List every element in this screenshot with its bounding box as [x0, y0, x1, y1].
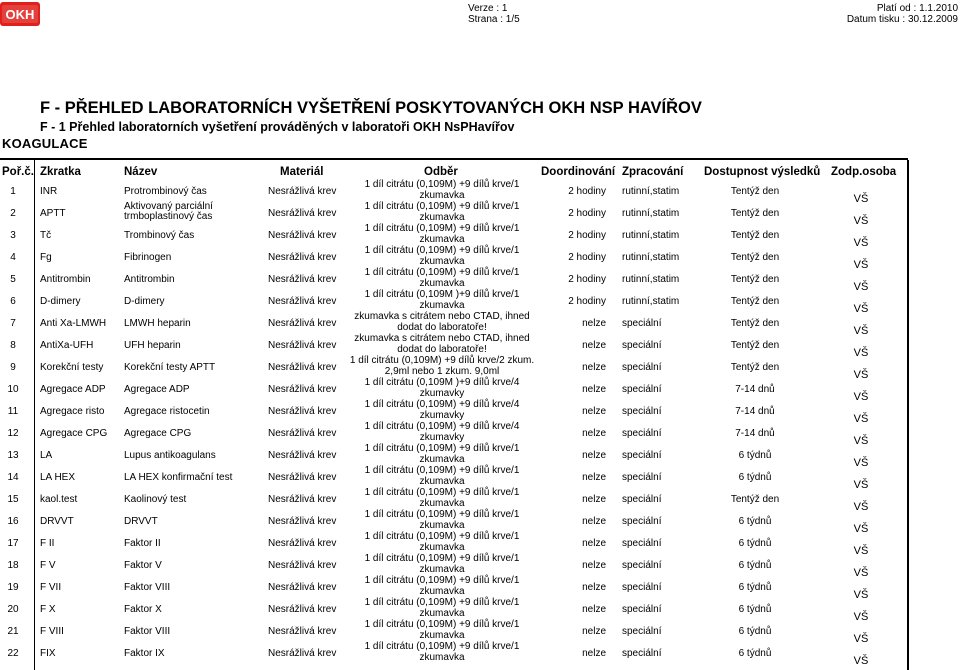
- row-abbreviation: DRVVT: [40, 516, 74, 527]
- row-material: Nesrážlivá krev: [268, 582, 337, 593]
- row-abbreviation: F X: [40, 604, 56, 615]
- table-row: [0, 597, 908, 623]
- row-availability: Tentýž den: [730, 494, 780, 505]
- row-name: Agregace CPG: [124, 428, 192, 439]
- row-responsible: VŠ: [853, 479, 869, 491]
- table-row: [0, 421, 908, 447]
- row-number: 20: [7, 604, 19, 615]
- row-availability: 7-14 dnů: [735, 406, 775, 417]
- row-name: D-dimery: [124, 296, 165, 307]
- col-header-processing: Zpracování: [622, 166, 684, 178]
- table-row: [0, 289, 908, 315]
- row-name: LMWH heparin: [124, 318, 191, 329]
- row-sampling: 1 díl citrátu (0,109M) +9 dílů krve/1 zkumavka: [364, 553, 520, 575]
- row-number: 16: [7, 516, 19, 527]
- row-name: DRVVT: [124, 516, 158, 527]
- table-row: [0, 201, 908, 227]
- row-processing: speciální: [622, 406, 662, 417]
- row-availability: Tentýž den: [730, 296, 780, 307]
- row-availability: 6 týdnů: [738, 516, 772, 527]
- row-processing: speciální: [622, 450, 662, 461]
- row-coordination: 2 hodiny: [568, 186, 606, 197]
- row-sampling: 1 díl citrátu (0,109M) +9 dílů krve/1 zkumavka: [364, 179, 520, 201]
- row-abbreviation: F V: [40, 560, 56, 571]
- row-processing: rutinní,statim: [622, 208, 680, 219]
- section-title: KOAGULACE: [2, 136, 88, 151]
- row-processing: rutinní,statim: [622, 274, 680, 285]
- row-number: 10: [7, 384, 19, 395]
- row-responsible: VŠ: [853, 589, 869, 601]
- row-material: Nesrážlivá krev: [268, 626, 337, 637]
- row-abbreviation: Fg: [40, 252, 52, 263]
- row-number: 21: [7, 626, 19, 637]
- row-material: Nesrážlivá krev: [268, 604, 337, 615]
- row-responsible: VŠ: [853, 347, 869, 359]
- row-availability: Tentýž den: [730, 318, 780, 329]
- row-abbreviation: F VII: [40, 582, 62, 593]
- row-processing: speciální: [622, 340, 662, 351]
- row-abbreviation: AntiXa-UFH: [40, 340, 94, 351]
- valid-from-label: Platí od : 1.1.2010: [876, 3, 958, 14]
- row-availability: Tentýž den: [730, 274, 780, 285]
- row-responsible: VŠ: [853, 435, 869, 447]
- table-row: [0, 465, 908, 491]
- row-availability: 6 týdnů: [738, 582, 772, 593]
- row-name: Faktor IX: [124, 648, 165, 659]
- row-name: Trombinový čas: [124, 230, 195, 241]
- row-material: Nesrážlivá krev: [268, 384, 337, 395]
- row-name: Faktor VIII: [124, 626, 171, 637]
- table-row: [0, 179, 908, 205]
- row-number: 6: [10, 296, 16, 307]
- row-responsible: VŠ: [853, 523, 869, 535]
- row-availability: 6 týdnů: [738, 472, 772, 483]
- row-name: Korekční testy APTT: [124, 362, 216, 373]
- row-abbreviation: Agregace ADP: [40, 384, 106, 395]
- row-number: 8: [10, 340, 16, 351]
- row-sampling: 1 díl citrátu (0,109M) +9 dílů krve/1 zkumavka: [364, 223, 520, 245]
- row-sampling: 1 díl citrátu (0,109M )+9 dílů krve/4 zkumavky: [364, 377, 520, 399]
- row-coordination: nelze: [582, 582, 606, 593]
- table-row: [0, 575, 908, 601]
- row-abbreviation: F II: [40, 538, 55, 549]
- row-processing: speciální: [622, 538, 662, 549]
- row-abbreviation: Agregace risto: [40, 406, 105, 417]
- row-material: Nesrážlivá krev: [268, 472, 337, 483]
- table-row: [0, 355, 908, 381]
- row-processing: rutinní,statim: [622, 252, 680, 263]
- row-abbreviation: D-dimery: [40, 296, 81, 307]
- row-coordination: nelze: [582, 604, 606, 615]
- page-subtitle: F - 1 Přehled laboratorních vyšetření prováděných v laboratoři OKH NsPHavířov: [40, 120, 515, 134]
- row-sampling: 1 díl citrátu (0,109M) +9 dílů krve/1 zkumavka: [364, 619, 520, 641]
- row-coordination: nelze: [582, 384, 606, 395]
- row-abbreviation: INR: [40, 186, 58, 197]
- row-sampling: 1 díl citrátu (0,109M) +9 dílů krve/1 zkumavka: [364, 245, 520, 267]
- row-sampling: 1 díl citrátu (0,109M) +9 dílů krve/1 zkumavka: [364, 465, 520, 487]
- row-processing: speciální: [622, 318, 662, 329]
- row-sampling: 1 díl citrátu (0,109M) +9 dílů krve/1 zkumavka: [364, 267, 520, 289]
- row-name: Faktor VIII: [124, 582, 171, 593]
- row-number: 2: [10, 208, 16, 219]
- row-material: Nesrážlivá krev: [268, 516, 337, 527]
- version-label: Verze : 1: [468, 3, 508, 14]
- row-responsible: VŠ: [853, 281, 869, 293]
- row-name: Fibrinogen: [124, 252, 172, 263]
- row-coordination: nelze: [582, 428, 606, 439]
- row-sampling: 1 díl citrátu (0,109M) +9 dílů krve/1 zkumavka: [364, 201, 520, 223]
- row-material: Nesrážlivá krev: [268, 560, 337, 571]
- row-sampling: 1 díl citrátu (0,109M) +9 dílů krve/1 zkumavka: [364, 487, 520, 509]
- table-row: [0, 509, 908, 535]
- row-abbreviation: F VIII: [40, 626, 64, 637]
- row-sampling: 1 díl citrátu (0,109M) +9 dílů krve/4 zkumavky: [364, 399, 520, 421]
- col-header-sampling: Odběr: [424, 166, 458, 178]
- row-name: Faktor X: [124, 604, 162, 615]
- row-coordination: nelze: [582, 406, 606, 417]
- row-material: Nesrážlivá krev: [268, 340, 337, 351]
- row-coordination: 2 hodiny: [568, 274, 606, 285]
- row-responsible: VŠ: [853, 369, 869, 381]
- row-responsible: VŠ: [853, 325, 869, 337]
- row-responsible: VŠ: [853, 545, 869, 557]
- row-coordination: nelze: [582, 362, 606, 373]
- table-row: [0, 487, 908, 513]
- header-meta-right: [847, 3, 958, 25]
- row-sampling: 1 díl citrátu (0,109M) +9 dílů krve/1 zkumavka: [364, 575, 520, 597]
- row-coordination: nelze: [582, 494, 606, 505]
- row-number: 18: [7, 560, 19, 571]
- row-sampling: 1 díl citrátu (0,109M) +9 dílů krve/1 zkumavka: [364, 597, 520, 619]
- row-responsible: VŠ: [853, 193, 869, 205]
- row-abbreviation: LA: [40, 450, 53, 461]
- row-responsible: VŠ: [853, 215, 869, 227]
- row-sampling: 1 díl citrátu (0,109M) +9 dílů krve/1 zkumavka: [364, 443, 520, 465]
- row-name: Kaolinový test: [124, 494, 187, 505]
- row-sampling: zkumavka s citrátem nebo CTAD, ihned dodat do laboratoře!: [354, 333, 530, 355]
- header-meta-left: [468, 3, 520, 25]
- row-availability: 6 týdnů: [738, 450, 772, 461]
- row-number: 13: [7, 450, 19, 461]
- row-sampling: 1 díl citrátu (0,109M) +9 dílů krve/2 zkum. 2,9ml nebo 1 zkum. 9,0ml: [349, 355, 535, 377]
- table-row: [0, 311, 908, 337]
- row-availability: Tentýž den: [730, 340, 780, 351]
- row-abbreviation: Agregace CPG: [40, 428, 108, 439]
- table-row: [0, 399, 908, 425]
- row-number: 15: [7, 494, 19, 505]
- row-availability: Tentýž den: [730, 252, 780, 263]
- col-header-coordination: Doordinování: [541, 166, 616, 178]
- row-coordination: 2 hodiny: [568, 252, 606, 263]
- row-material: Nesrážlivá krev: [268, 208, 337, 219]
- row-coordination: nelze: [582, 538, 606, 549]
- row-responsible: VŠ: [853, 567, 869, 579]
- row-name: UFH heparin: [124, 340, 181, 351]
- table-row: [0, 333, 908, 359]
- row-coordination: nelze: [582, 560, 606, 571]
- col-header-abbreviation: Zkratka: [40, 166, 81, 178]
- row-material: Nesrážlivá krev: [268, 648, 337, 659]
- row-number: 9: [10, 362, 16, 373]
- row-sampling: 1 díl citrátu (0,109M) +9 dílů krve/1 zkumavka: [364, 641, 520, 663]
- row-coordination: nelze: [582, 450, 606, 461]
- row-number: 5: [10, 274, 16, 285]
- row-coordination: 2 hodiny: [568, 230, 606, 241]
- row-availability: 6 týdnů: [738, 538, 772, 549]
- row-abbreviation: kaol.test: [40, 494, 78, 505]
- row-number: 1: [10, 186, 16, 197]
- row-name: Lupus antikoagulans: [124, 450, 216, 461]
- row-number: 22: [7, 648, 19, 659]
- row-number: 17: [7, 538, 19, 549]
- row-processing: speciální: [622, 648, 662, 659]
- okh-logo: [0, 2, 40, 26]
- row-name: Agregace ristocetin: [124, 406, 210, 417]
- row-sampling: 1 díl citrátu (0,109M )+9 dílů krve/1 zkumavka: [364, 289, 520, 311]
- row-availability: 6 týdnů: [738, 560, 772, 571]
- row-name: Agregace ADP: [124, 384, 190, 395]
- row-availability: Tentýž den: [730, 362, 780, 373]
- row-name: Faktor V: [124, 560, 162, 571]
- table-row: [0, 641, 908, 667]
- row-name: Aktivovaný parciální trmboplastinový čas: [124, 201, 213, 222]
- row-processing: speciální: [622, 560, 662, 571]
- row-processing: speciální: [622, 472, 662, 483]
- row-processing: rutinní,statim: [622, 230, 680, 241]
- row-responsible: VŠ: [853, 501, 869, 513]
- row-abbreviation: APTT: [40, 208, 66, 219]
- row-coordination: nelze: [582, 648, 606, 659]
- row-responsible: VŠ: [853, 633, 869, 645]
- row-coordination: nelze: [582, 626, 606, 637]
- row-responsible: VŠ: [853, 303, 869, 315]
- row-coordination: nelze: [582, 318, 606, 329]
- row-availability: 6 týdnů: [738, 604, 772, 615]
- row-material: Nesrážlivá krev: [268, 186, 337, 197]
- row-processing: speciální: [622, 604, 662, 615]
- row-responsible: VŠ: [853, 611, 869, 623]
- row-coordination: nelze: [582, 516, 606, 527]
- table-row: [0, 553, 908, 579]
- row-coordination: nelze: [582, 472, 606, 483]
- page-title: F - PŘEHLED LABORATORNÍCH VYŠETŘENÍ POSKYTOVANÝCH OKH NSP HAVÍŘOV: [40, 99, 702, 117]
- row-coordination: nelze: [582, 340, 606, 351]
- col-header-responsible: Zodp.osoba: [831, 166, 897, 178]
- row-processing: speciální: [622, 582, 662, 593]
- row-name: LA HEX konfirmační test: [124, 472, 233, 483]
- row-number: 12: [7, 428, 19, 439]
- row-responsible: VŠ: [853, 413, 869, 425]
- row-material: Nesrážlivá krev: [268, 230, 337, 241]
- row-responsible: VŠ: [853, 457, 869, 469]
- table-row: [0, 531, 908, 557]
- row-number: 11: [7, 406, 19, 417]
- col-header-number: Poř.č.: [2, 166, 34, 178]
- row-processing: speciální: [622, 626, 662, 637]
- row-processing: speciální: [622, 428, 662, 439]
- row-availability: 6 týdnů: [738, 626, 772, 637]
- row-material: Nesrážlivá krev: [268, 428, 337, 439]
- row-responsible: VŠ: [853, 259, 869, 271]
- row-processing: rutinní,statim: [622, 186, 680, 197]
- row-responsible: VŠ: [853, 237, 869, 249]
- row-material: Nesrážlivá krev: [268, 450, 337, 461]
- row-material: Nesrážlivá krev: [268, 296, 337, 307]
- row-processing: speciální: [622, 494, 662, 505]
- row-availability: Tentýž den: [730, 208, 780, 219]
- col-header-availability: Dostupnost výsledků: [704, 166, 821, 178]
- table-row: [0, 619, 908, 645]
- row-number: 19: [7, 582, 19, 593]
- row-sampling: zkumavka s citrátem nebo CTAD, ihned dodat do laboratoře!: [354, 311, 530, 333]
- table-row: [0, 377, 908, 403]
- row-material: Nesrážlivá krev: [268, 538, 337, 549]
- row-material: Nesrážlivá krev: [268, 318, 337, 329]
- row-name: Antitrombin: [124, 274, 175, 285]
- row-processing: speciální: [622, 362, 662, 373]
- row-availability: 7-14 dnů: [735, 428, 775, 439]
- row-number: 7: [10, 318, 16, 329]
- row-material: Nesrážlivá krev: [268, 274, 337, 285]
- row-sampling: 1 díl citrátu (0,109M) +9 dílů krve/4 zkumavky: [364, 421, 520, 443]
- row-number: 3: [10, 230, 16, 241]
- row-coordination: 2 hodiny: [568, 208, 606, 219]
- row-sampling: 1 díl citrátu (0,109M) +9 dílů krve/1 zkumavka: [364, 531, 520, 553]
- row-name: Protrombinový čas: [124, 186, 207, 197]
- row-responsible: VŠ: [853, 391, 869, 403]
- page-label: Strana : 1/5: [468, 14, 520, 25]
- col-header-name: Název: [124, 166, 158, 178]
- row-number: 14: [7, 472, 19, 483]
- row-abbreviation: Antitrombin: [40, 274, 91, 285]
- row-processing: speciální: [622, 384, 662, 395]
- row-availability: 7-14 dnů: [735, 384, 775, 395]
- logo-text: OKH: [5, 7, 35, 22]
- row-abbreviation: FIX: [40, 648, 56, 659]
- col-header-material: Materiál: [280, 166, 324, 178]
- row-availability: 6 týdnů: [738, 648, 772, 659]
- row-responsible: VŠ: [853, 655, 869, 667]
- row-availability: Tentýž den: [730, 230, 780, 241]
- row-sampling: 1 díl citrátu (0,109M) +9 dílů krve/1 zkumavka: [364, 509, 520, 531]
- row-material: Nesrážlivá krev: [268, 252, 337, 263]
- row-abbreviation: Anti Xa-LMWH: [40, 318, 107, 329]
- row-processing: rutinní,statim: [622, 296, 680, 307]
- row-abbreviation: Tč: [40, 230, 52, 241]
- row-abbreviation: Korekční testy: [40, 362, 104, 373]
- table-row: [0, 245, 908, 271]
- table-row: [0, 223, 908, 249]
- row-number: 4: [10, 252, 16, 263]
- row-processing: speciální: [622, 516, 662, 527]
- row-material: Nesrážlivá krev: [268, 362, 337, 373]
- row-name: Faktor II: [124, 538, 161, 549]
- table-row: [0, 267, 908, 293]
- print-date-label: Datum tisku : 30.12.2009: [846, 14, 958, 25]
- table-row: [0, 443, 908, 469]
- row-material: Nesrážlivá krev: [268, 406, 337, 417]
- row-abbreviation: LA HEX: [40, 472, 76, 483]
- row-material: Nesrážlivá krev: [268, 494, 337, 505]
- row-coordination: 2 hodiny: [568, 296, 606, 307]
- row-availability: Tentýž den: [730, 186, 780, 197]
